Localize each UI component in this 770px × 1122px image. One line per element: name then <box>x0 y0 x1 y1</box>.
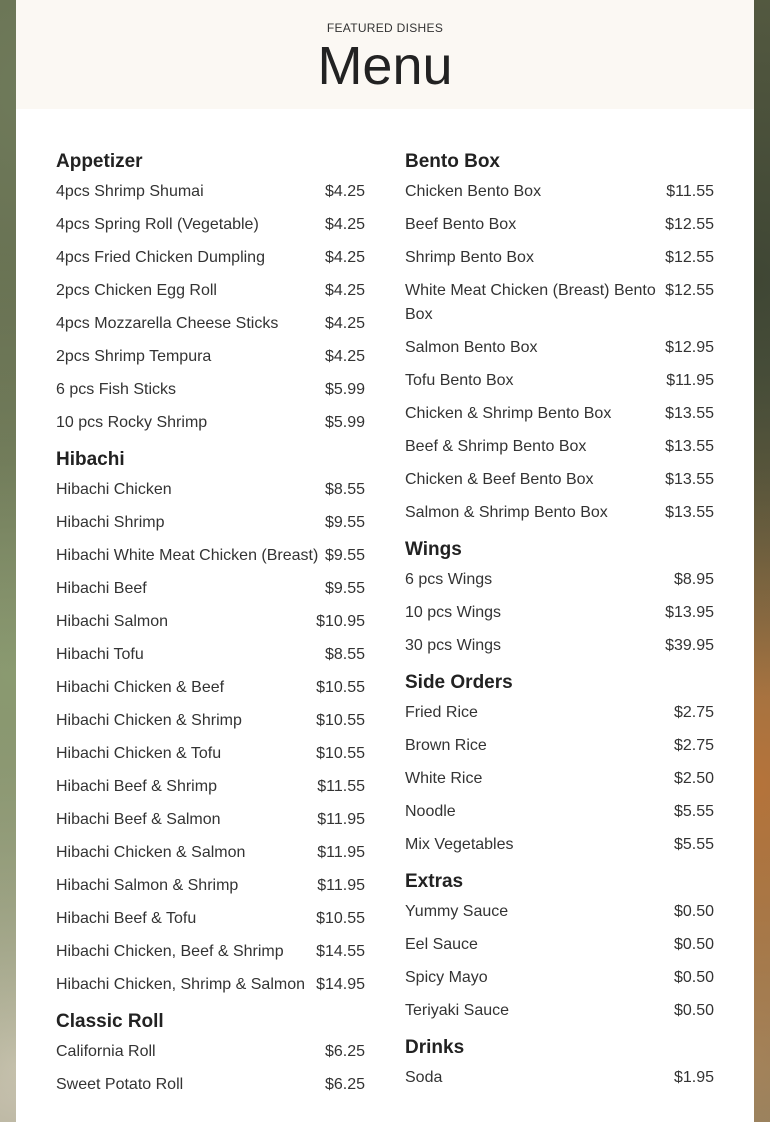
menu-item <box>56 279 365 303</box>
menu-item-price: $13.55 <box>665 504 714 521</box>
menu-item <box>56 411 365 435</box>
menu-column-right <box>405 151 714 1104</box>
menu-item-price: $11.95 <box>317 811 365 828</box>
menu-item <box>56 246 365 270</box>
menu-item <box>56 213 365 237</box>
menu-item-name: Salmon Bento Box <box>405 339 538 356</box>
menu-item-name: Beef Bento Box <box>405 216 517 233</box>
menu-item-price: $11.95 <box>317 844 365 861</box>
menu-item-name: Hibachi Chicken, Shrimp & Salmon <box>56 976 305 993</box>
menu-body <box>16 109 754 1122</box>
menu-item-price: $4.25 <box>324 315 365 332</box>
menu-item <box>405 800 714 824</box>
menu-item <box>405 336 714 360</box>
menu-item <box>405 933 714 957</box>
menu-item <box>405 402 714 426</box>
menu-item-name: White Rice <box>405 770 483 787</box>
section-title: Classic Roll <box>56 1011 164 1032</box>
menu-item-price: $9.55 <box>324 514 365 531</box>
menu-item-price: $0.50 <box>673 1002 714 1019</box>
menu-item-price: $10.55 <box>316 910 365 927</box>
menu-item-price: $11.95 <box>666 372 714 389</box>
section-title: Bento Box <box>405 151 500 172</box>
menu-item-name: Hibachi Beef <box>56 580 147 597</box>
menu-item <box>56 874 365 898</box>
menu-item-price: $5.99 <box>324 414 365 431</box>
menu-item <box>56 643 365 667</box>
menu-item <box>405 966 714 990</box>
menu-section-drinks <box>405 1037 714 1090</box>
menu-item-name: Hibachi Beef & Shrimp <box>56 778 217 795</box>
menu-item-price: $10.95 <box>316 613 365 630</box>
menu-item <box>56 312 365 336</box>
menu-item-name: Yummy Sauce <box>405 903 509 920</box>
menu-item-price: $9.55 <box>324 580 365 597</box>
menu-item-name: Hibachi Beef & Salmon <box>56 811 221 828</box>
menu-section-wings <box>405 539 714 658</box>
menu-item <box>405 279 714 327</box>
section-title: Drinks <box>405 1037 465 1058</box>
menu-item <box>56 610 365 634</box>
menu-item-name: Eel Sauce <box>405 936 478 953</box>
menu-item <box>56 478 365 502</box>
menu-item-name: 10 pcs Rocky Shrimp <box>56 414 208 431</box>
menu-item-name: 6 pcs Wings <box>405 571 493 588</box>
menu-item-name: 4pcs Fried Chicken Dumpling <box>56 249 265 266</box>
menu-item-name: Hibachi Beef & Tofu <box>56 910 197 927</box>
menu-item <box>56 676 365 700</box>
menu-item-price: $2.50 <box>673 770 714 787</box>
menu-item-name: California Roll <box>56 1043 156 1060</box>
menu-item-name: Chicken & Beef Bento Box <box>405 471 594 488</box>
menu-item <box>405 767 714 791</box>
page-title: Menu <box>317 36 453 96</box>
menu-item-price: $14.55 <box>316 943 365 960</box>
menu-item-name: 4pcs Shrimp Shumai <box>56 183 204 200</box>
menu-item <box>405 1066 714 1090</box>
menu-item-price: $12.55 <box>665 282 714 299</box>
menu-item-name: Hibachi Tofu <box>56 646 144 663</box>
menu-item <box>405 900 714 924</box>
menu-item-name: Hibachi White Meat Chicken (Breast) <box>56 547 319 564</box>
menu-item-name: Chicken Bento Box <box>405 183 542 200</box>
menu-item-name: Chicken & Shrimp Bento Box <box>405 405 612 422</box>
section-title: Side Orders <box>405 672 513 693</box>
menu-item-price: $4.25 <box>324 348 365 365</box>
menu-item-price: $4.25 <box>324 216 365 233</box>
menu-item <box>405 734 714 758</box>
menu-item-name: 2pcs Shrimp Tempura <box>56 348 212 365</box>
menu-section-classic-roll <box>56 1011 365 1097</box>
menu-item <box>405 213 714 237</box>
menu-section-hibachi <box>56 449 365 997</box>
menu-item-price: $0.50 <box>673 969 714 986</box>
menu-item <box>56 378 365 402</box>
menu-item <box>405 180 714 204</box>
menu-item-name: Soda <box>405 1069 443 1086</box>
menu-item-name: Hibachi Chicken & Beef <box>56 679 225 696</box>
menu-item-name: 4pcs Mozzarella Cheese Sticks <box>56 315 279 332</box>
menu-item-price: $13.95 <box>665 604 714 621</box>
menu-item-price: $1.95 <box>673 1069 714 1086</box>
menu-item <box>56 907 365 931</box>
menu-item <box>56 511 365 535</box>
menu-item-price: $12.55 <box>665 216 714 233</box>
menu-item-price: $10.55 <box>316 712 365 729</box>
menu-item-price: $10.55 <box>316 679 365 696</box>
menu-item-name: Hibachi Salmon & Shrimp <box>56 877 239 894</box>
menu-section-side-orders <box>405 672 714 857</box>
menu-item <box>405 435 714 459</box>
menu-item <box>56 1040 365 1064</box>
menu-item-name: Mix Vegetables <box>405 836 514 853</box>
menu-item-price: $2.75 <box>673 704 714 721</box>
menu-item-price: $4.25 <box>324 282 365 299</box>
menu-item-price: $14.95 <box>316 976 365 993</box>
section-title: Hibachi <box>56 449 125 470</box>
menu-item <box>405 369 714 393</box>
menu-item <box>405 501 714 525</box>
menu-item <box>56 841 365 865</box>
menu-item <box>56 345 365 369</box>
menu-item-name: Sweet Potato Roll <box>56 1076 184 1093</box>
menu-item-name: Hibachi Chicken & Salmon <box>56 844 246 861</box>
menu-item-price: $12.55 <box>665 249 714 266</box>
menu-panel <box>16 0 754 1122</box>
menu-item <box>56 808 365 832</box>
section-title: Wings <box>405 539 462 560</box>
menu-item-name: Hibachi Salmon <box>56 613 169 630</box>
menu-item-name: Hibachi Chicken & Tofu <box>56 745 222 762</box>
menu-item-price: $5.99 <box>324 381 365 398</box>
menu-item <box>56 775 365 799</box>
menu-item-price: $39.95 <box>665 637 714 654</box>
menu-item-price: $6.25 <box>324 1043 365 1060</box>
menu-item <box>56 709 365 733</box>
menu-item-name: 2pcs Chicken Egg Roll <box>56 282 217 299</box>
featured-subtitle: FEATURED DISHES <box>326 21 444 35</box>
menu-item-name: Shrimp Bento Box <box>405 249 534 266</box>
menu-item <box>405 601 714 625</box>
menu-item <box>56 577 365 601</box>
menu-section-extras <box>405 871 714 1023</box>
menu-item-price: $12.95 <box>665 339 714 356</box>
menu-item-price: $8.95 <box>673 571 714 588</box>
menu-item-name: Teriyaki Sauce <box>405 1002 510 1019</box>
menu-item-name: 10 pcs Wings <box>405 604 502 621</box>
menu-item-price: $4.25 <box>324 183 365 200</box>
menu-item-price: $0.50 <box>673 903 714 920</box>
menu-item <box>405 999 714 1023</box>
menu-item-price: $8.55 <box>324 481 365 498</box>
menu-column-left <box>56 151 365 1111</box>
menu-section-appetizer <box>56 151 365 435</box>
menu-item-name: 6 pcs Fish Sticks <box>56 381 177 398</box>
menu-item <box>56 940 365 964</box>
menu-item-price: $13.55 <box>665 471 714 488</box>
menu-item-name: Hibachi Chicken & Shrimp <box>56 712 242 729</box>
menu-item-price: $9.55 <box>324 547 365 564</box>
menu-item <box>405 833 714 857</box>
menu-item-price: $11.95 <box>317 877 365 894</box>
menu-item <box>56 973 365 997</box>
section-title: Extras <box>405 871 464 892</box>
menu-item-name: Tofu Bento Box <box>405 372 514 389</box>
menu-item <box>405 634 714 658</box>
menu-header <box>16 0 754 109</box>
menu-item-name: Hibachi Chicken, Beef & Shrimp <box>56 943 284 960</box>
menu-item-name: Salmon & Shrimp Bento Box <box>405 504 608 521</box>
menu-item <box>405 701 714 725</box>
menu-item <box>56 742 365 766</box>
section-title: Appetizer <box>56 151 143 172</box>
menu-item-name: Beef & Shrimp Bento Box <box>405 438 587 455</box>
menu-section-bento-box <box>405 151 714 525</box>
menu-item-name: Noodle <box>405 803 456 820</box>
menu-item <box>405 568 714 592</box>
menu-item-price: $5.55 <box>673 836 714 853</box>
menu-item-price: $11.55 <box>317 778 365 795</box>
menu-item-name: 30 pcs Wings <box>405 637 502 654</box>
menu-item <box>405 246 714 270</box>
menu-item-price: $6.25 <box>324 1076 365 1093</box>
menu-item-name: White Meat Chicken (Breast) Bento Box <box>405 282 656 323</box>
menu-item-price: $13.55 <box>665 438 714 455</box>
menu-item-price: $5.55 <box>673 803 714 820</box>
menu-item-price: $4.25 <box>324 249 365 266</box>
menu-item-price: $2.75 <box>673 737 714 754</box>
menu-item <box>56 1073 365 1097</box>
menu-item-name: 4pcs Spring Roll (Vegetable) <box>56 216 259 233</box>
menu-item-name: Hibachi Shrimp <box>56 514 165 531</box>
menu-item-price: $8.55 <box>324 646 365 663</box>
menu-item-name: Brown Rice <box>405 737 487 754</box>
menu-item <box>56 180 365 204</box>
menu-item-name: Hibachi Chicken <box>56 481 172 498</box>
menu-item-name: Spicy Mayo <box>405 969 488 986</box>
menu-item-price: $0.50 <box>673 936 714 953</box>
menu-item <box>405 468 714 492</box>
menu-item-price: $13.55 <box>665 405 714 422</box>
menu-item-price: $10.55 <box>316 745 365 762</box>
menu-item <box>56 544 365 568</box>
menu-item-name: Fried Rice <box>405 704 478 721</box>
menu-item-price: $11.55 <box>666 183 714 200</box>
